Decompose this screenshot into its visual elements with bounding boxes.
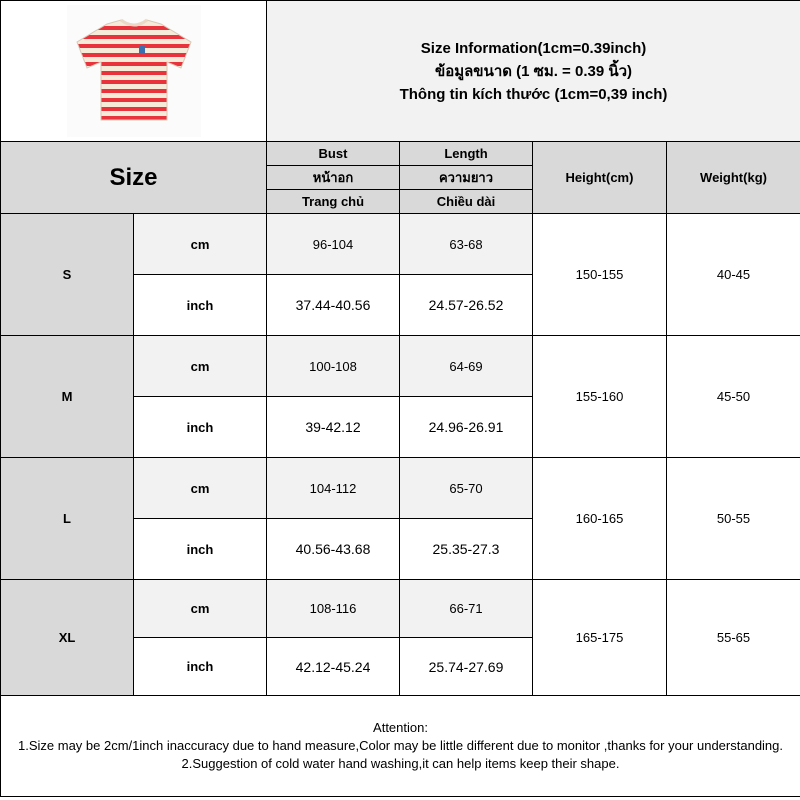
- title-english: Size Information(1cm=0.39inch): [420, 39, 647, 57]
- bust-header: Bust: [267, 142, 400, 166]
- title-thai: ข้อมูลขนาด (1 ซม. = 0.39 นิ้ว): [434, 62, 633, 80]
- length-inch-value: 25.74-27.69: [400, 638, 533, 696]
- attention-heading: Attention:: [373, 720, 428, 735]
- title-vietnamese: Thông tin kích thước (1cm=0,39 inch): [399, 85, 668, 103]
- size-label: M: [1, 336, 134, 458]
- length-header-vietnamese: Chiều dài: [400, 190, 533, 214]
- table-row: [1, 580, 800, 638]
- weight-value: 40-45: [667, 214, 800, 336]
- length-header-thai: ความยาว: [400, 166, 533, 190]
- unit-inch: inch: [134, 519, 267, 580]
- size-column-header: Size: [1, 142, 267, 214]
- unit-cm: cm: [134, 580, 267, 638]
- length-cm-value: 66-71: [400, 580, 533, 638]
- length-inch-value: 24.57-26.52: [400, 275, 533, 336]
- unit-inch: inch: [134, 638, 267, 696]
- bust-cm-value: 96-104: [267, 214, 400, 275]
- bust-header-vietnamese: Trang chủ: [267, 190, 400, 214]
- table-row: [1, 458, 800, 519]
- size-label: S: [1, 214, 134, 336]
- bust-cm-value: 104-112: [267, 458, 400, 519]
- bust-inch-value: 40.56-43.68: [267, 519, 400, 580]
- shirt-stripe: [69, 71, 199, 75]
- shirt-stripe: [69, 44, 199, 48]
- height-value: 155-160: [533, 336, 667, 458]
- striped-tshirt-icon: [67, 5, 201, 137]
- length-inch-value: 24.96-26.91: [400, 397, 533, 458]
- product-image-cell: [1, 1, 267, 142]
- shirt-stripe: [69, 89, 199, 93]
- size-label: XL: [1, 580, 134, 696]
- shirt-stripe: [69, 62, 199, 66]
- bust-inch-value: 37.44-40.56: [267, 275, 400, 336]
- bust-cm-value: 108-116: [267, 580, 400, 638]
- weight-value: 45-50: [667, 336, 800, 458]
- table-row: [1, 336, 800, 397]
- unit-cm: cm: [134, 214, 267, 275]
- length-cm-value: 65-70: [400, 458, 533, 519]
- length-header: Length: [400, 142, 533, 166]
- unit-cm: cm: [134, 336, 267, 397]
- length-cm-value: 63-68: [400, 214, 533, 275]
- bust-header-thai: หน้าอก: [267, 166, 400, 190]
- shirt-stripe: [69, 80, 199, 84]
- bust-cm-value: 100-108: [267, 336, 400, 397]
- height-value: 160-165: [533, 458, 667, 580]
- attention-note-1: 1.Size may be 2cm/1inch inaccuracy due to hand measure,Color may be little different due to monitor ,thanks for your understanding.: [18, 738, 784, 753]
- weight-header: Weight(kg): [667, 142, 800, 214]
- shirt-stripe: [69, 53, 199, 57]
- shirt-stripe: [69, 26, 199, 30]
- size-information-title: [267, 1, 800, 142]
- attention-notes: [1, 696, 800, 797]
- bust-inch-value: 42.12-45.24: [267, 638, 400, 696]
- height-header: Height(cm): [533, 142, 667, 214]
- shirt-stripe: [69, 116, 199, 120]
- shirt-stripe: [69, 125, 199, 126]
- attention-note-2: 2.Suggestion of cold water hand washing,it can help items keep their shape.: [181, 756, 620, 771]
- height-value: 165-175: [533, 580, 667, 696]
- bust-inch-value: 39-42.12: [267, 397, 400, 458]
- shirt-stripe: [69, 107, 199, 111]
- size-label: L: [1, 458, 134, 580]
- length-cm-value: 64-69: [400, 336, 533, 397]
- length-inch-value: 25.35-27.3: [400, 519, 533, 580]
- height-value: 150-155: [533, 214, 667, 336]
- unit-cm: cm: [134, 458, 267, 519]
- table-row: [1, 214, 800, 275]
- unit-inch: inch: [134, 275, 267, 336]
- weight-value: 55-65: [667, 580, 800, 696]
- unit-inch: inch: [134, 397, 267, 458]
- shirt-stripe: [69, 98, 199, 102]
- weight-value: 50-55: [667, 458, 800, 580]
